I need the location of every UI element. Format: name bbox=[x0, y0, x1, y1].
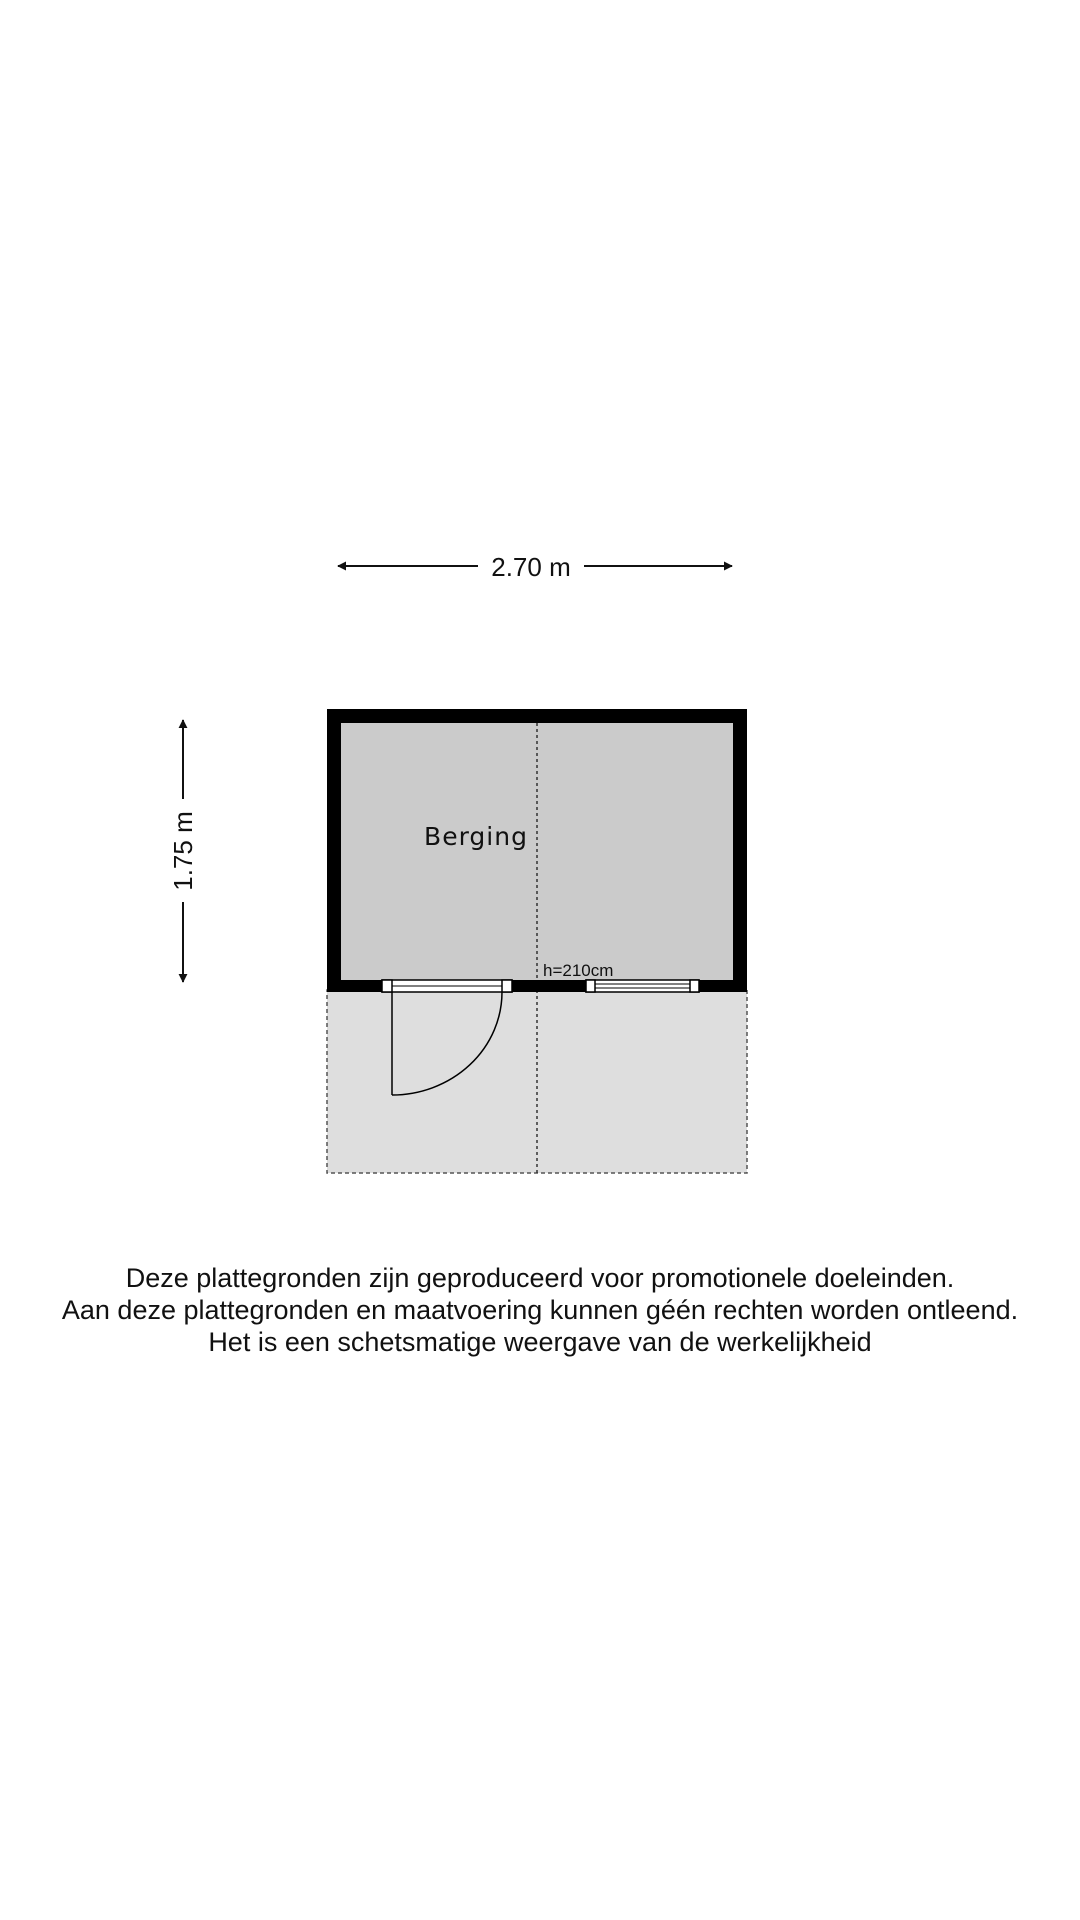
width-dimension bbox=[338, 552, 732, 582]
wall-bottom-left bbox=[327, 980, 382, 992]
window-jamb-right bbox=[690, 980, 699, 992]
window-jamb-left bbox=[586, 980, 595, 992]
window bbox=[586, 980, 699, 992]
room-name-label: Berging bbox=[424, 822, 528, 851]
wall-left bbox=[327, 709, 341, 992]
disclaimer-line-3: Het is een schetsmatige weergave van de werkelijkheid bbox=[208, 1327, 872, 1357]
disclaimer bbox=[0, 1262, 1080, 1358]
wall-bottom-middle bbox=[512, 980, 586, 992]
disclaimer-line-2: Aan deze plattegronden en maatvoering kunnen géén rechten worden ontleend. bbox=[61, 1295, 1019, 1325]
door-jamb-left bbox=[382, 980, 392, 992]
room-height-label: h=210cm bbox=[543, 961, 614, 980]
window-frame bbox=[586, 980, 699, 992]
outside-area bbox=[327, 990, 747, 1173]
wall-bottom-right bbox=[699, 980, 747, 992]
wall-right bbox=[733, 709, 747, 992]
disclaimer-line-1: Deze plattegronden zijn geproduceerd voor promotionele doeleinden. bbox=[125, 1263, 955, 1293]
width-dimension-label: 2.70 m bbox=[491, 552, 571, 582]
depth-dimension-label: 1.75 m bbox=[168, 811, 198, 891]
wall-top bbox=[327, 709, 747, 723]
door-jamb-right bbox=[502, 980, 512, 992]
depth-dimension bbox=[168, 720, 198, 982]
